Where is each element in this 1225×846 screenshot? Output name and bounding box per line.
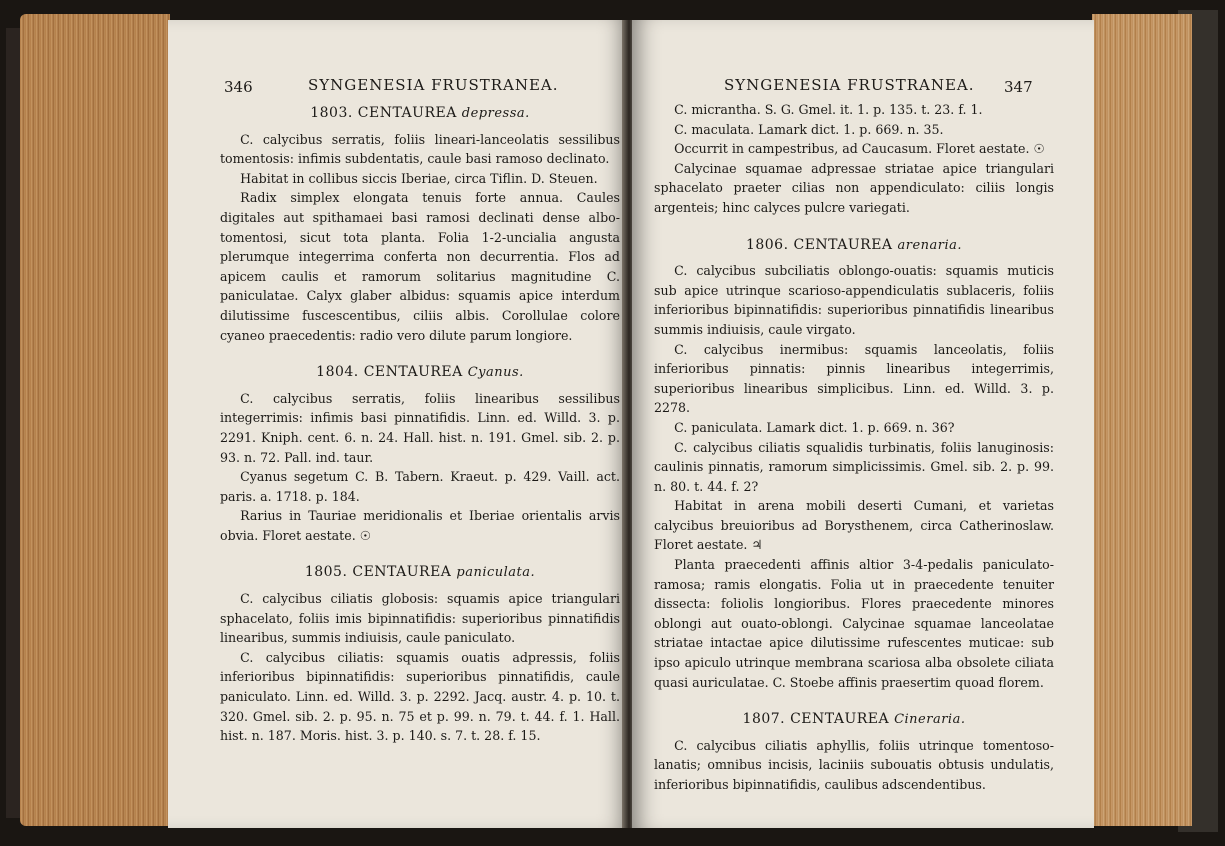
entry-paragraph: C. maculata. Lamark dict. 1. p. 669. n. 35. — [674, 121, 944, 137]
entry-paragraph: C. calycibus inermibus: squamis lanceolatis, foliis inferioribus pinnatis: pinnis linearibus integerrimis, superioribus linearibus simplicibus. Linn. ed. Willd. 3. p. 2278. — [654, 341, 1054, 416]
entry-heading: 1805. CENTAUREA paniculata. — [304, 564, 536, 581]
entry-paragraph: Occurrit in campestribus, ad Caucasum. Floret aestate. ☉ — [674, 141, 1045, 157]
right-page-body — [654, 100, 1054, 795]
entry-paragraph: Radix simplex elongata tenuis forte annua. Caules digitales aut spithamaei basi ramosi declinati dense albo-tomentosi, sicut tota planta. Folia 1-2-uncialia angusta plerumque integerrima conferta non decurrentia. Flos ad apicem caulis et ramorum solitarius magnitudine C. paniculatae. Calyx glaber albidus: squamis apice interdum dilutissime fuscescentibus, ciliis albis. Corollulae colore cyaneo praecedentis: radio vero dilute parum longiore. — [220, 190, 620, 343]
entry-paragraph: C. calycibus ciliatis globosis: squamis apice triangulari sphacelato, foliis imis bipinnatifidis: superioribus pinnatifidis linearibus, summis indiuisis, caule paniculato. — [220, 591, 620, 646]
entry-paragraph: C. micrantha. S. G. Gmel. it. 1. p. 135. t. 23. f. 1. — [674, 102, 983, 117]
right-page-number: 347 — [1004, 78, 1033, 96]
page-edges-left — [20, 14, 170, 826]
entry-paragraph: C. calycibus serratis, foliis linearibus sessilibus integerrimis: infimis basi pinnatifidis. Linn. ed. Willd. 3. p. 2291. Kniph. cent. 6. n. 24. Hall. hist. n. 191. Gmel. sib. 2. p. 93. n. 72. Pall. ind. taur. — [220, 390, 620, 465]
right-page — [632, 20, 1094, 828]
entry-paragraph: C. calycibus serratis, foliis lineari-lanceolatis sessilibus tomentosis: infimis subdentatis, caule basi ramoso declinato. — [220, 131, 620, 167]
entry-heading: 1803. CENTAUREA depressa. — [310, 105, 530, 121]
entry-paragraph: C. calycibus ciliatis squalidis turbinatis, foliis lanuginosis: caulinis pinnatis, ramorum simplicissimis. Gmel. sib. 2. p. 99. n. 80. t. 44. f. 2? — [654, 439, 1054, 494]
left-page-body — [220, 98, 620, 746]
entry-paragraph: Calycinae squamae adpressae striatae apice triangulari sphacelato praeter cilias non appendiculato: ciliis longis argenteis; hinc calyces pulcre variegati. — [654, 160, 1054, 215]
entry-heading: 1807. CENTAUREA Cineraria. — [742, 711, 966, 728]
entry-paragraph: C. calycibus subciliatis oblongo-ouatis: squamis muticis sub apice utrinque scarioso-appendiculatis sublaceris, foliis inferioribus bipinnatifidis: superioribus pinnatifidis linearibus summis indiuisis, caule virgato. — [654, 263, 1054, 337]
entry-paragraph: Cyanus segetum C. B. Tabern. Kraeut. p. 429. Vaill. act. paris. a. 1718. p. 184. — [220, 469, 620, 504]
entry-paragraph: Habitat in collibus siccis Iberiae, circa Tiflin. D. Steuen. — [240, 170, 598, 186]
left-page-number: 346 — [224, 78, 253, 96]
entry-heading: 1804. CENTAUREA Cyanus. — [316, 364, 524, 381]
entry-paragraph: C. paniculata. Lamark dict. 1. p. 669. n. 36? — [674, 419, 955, 435]
page-edges-right — [1092, 14, 1192, 826]
entry-paragraph: Habitat in arena mobili deserti Cumani, et varietas calycibus breuioribus ad Borysthenem, circa Catherinoslaw. Floret aestate. ♃ — [654, 498, 1054, 553]
entry-heading: 1806. CENTAUREA arenaria. — [745, 236, 963, 253]
left-running-head: SYNGENESIA FRUSTRANEA. — [308, 76, 559, 94]
left-page — [168, 20, 628, 828]
entry-paragraph: C. calycibus ciliatis: squamis ouatis adpressis, foliis inferioribus bipinnatifidis: superioribus pinnatifidis, caule paniculato. Linn. ed. Willd. 3. p. 2292. Jacq. austr. 4. p. 10. t. 320. Gmel. sib. 2. p. 95. n. 75 et p. 99. n. 79. t. 44. f. 1. Hall. hist. n. 187. Moris. hist. 3. p. 140. s. 7. t. 28. f. 15. — [220, 649, 620, 744]
entry-paragraph: C. calycibus ciliatis aphyllis, foliis utrinque tomentoso-lanatis; omnibus incisis, laciniis subouatis obtusis undulatis, inferioribus bipinnatifidis, caulibus adscendentibus. — [654, 737, 1054, 792]
entry-paragraph: Rarius in Tauriae meridionalis et Iberiae orientalis arvis obvia. Floret aestate. ☉ — [220, 508, 620, 543]
right-running-head: SYNGENESIA FRUSTRANEA. — [724, 76, 975, 94]
entry-paragraph: Planta praecedenti affinis altior 3-4-pedalis paniculato-ramosa; ramis elongatis. Folia ut in praecedente tenuiter dissecta: foliolis longioribus. Flores praecedente minores oblongi aut ouato-oblongi. Calycinae squamae lanceolatae striatae intactae apice dilutissime rufescentes muticae: sub ipso apiculo utrinque membrana scariosa alba obsolete ciliata quasi auriculatae. C. Stoebe affinis praesertim quoad florem. — [654, 557, 1054, 690]
